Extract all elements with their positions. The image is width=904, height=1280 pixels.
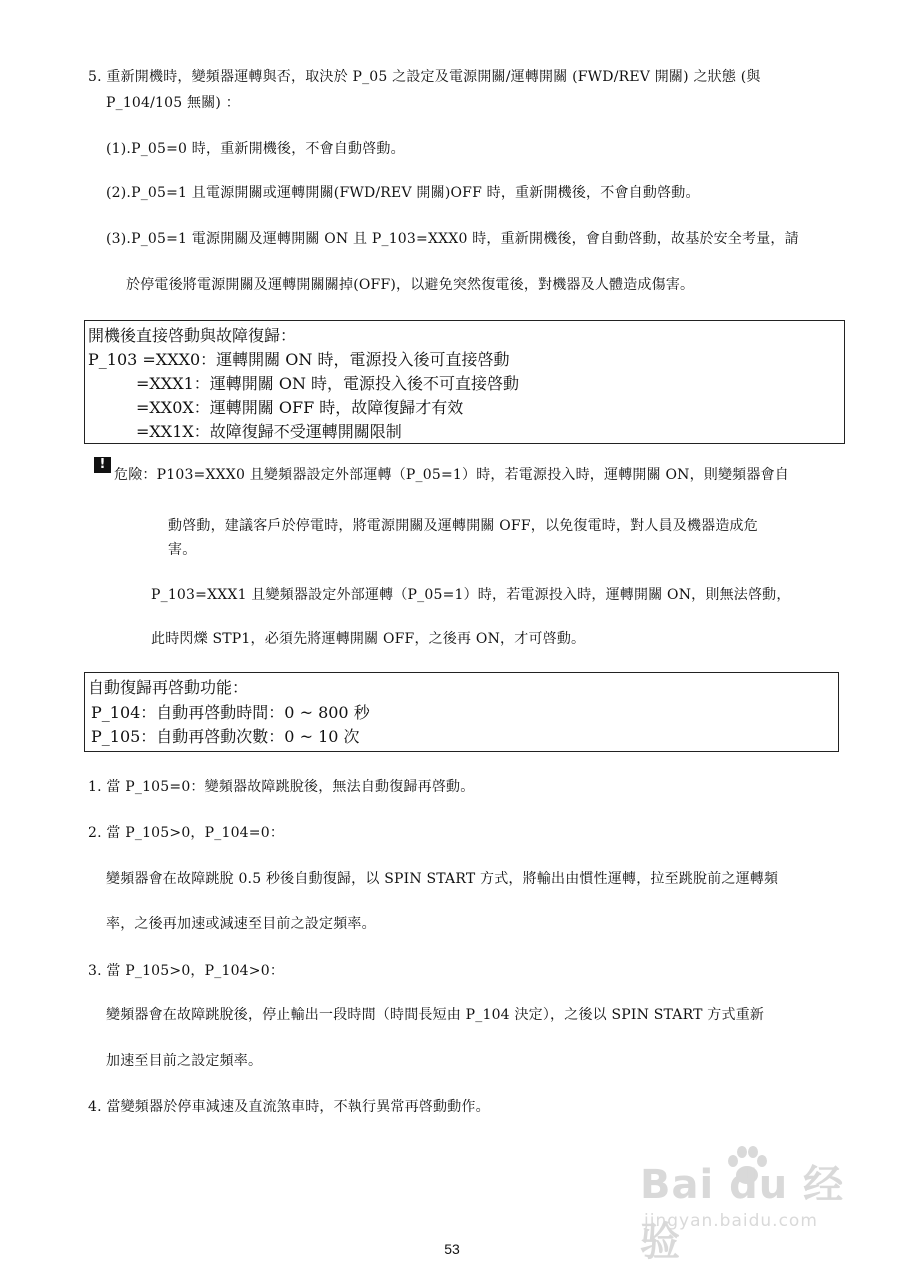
section5-item3-line2: 於停電後將電源開關及運轉開關關掉(OFF)，以避免突然復電後，對機器及人體造成傷害。: [126, 277, 695, 293]
section5-item3-line1: (3).P_05=1 電源開關及運轉開關 ON 且 P_103=XXX0 時，重新開機後，會自動啓動，故基於安全考量，請: [106, 231, 799, 247]
list-item-4: 4. 當變頻器於停車減速及直流煞車時，不執行異常再啓動動作。: [88, 1099, 490, 1115]
danger-line2: 動啓動，建議客戶於停電時，將電源開關及運轉開關 OFF，以免復電時，對人員及機器造成危: [168, 518, 758, 534]
list-item-3-head: 3. 當 P_105>0，P_104>0：: [88, 963, 285, 979]
box1-line: =XX0X：運轉開關 OFF 時，故障復歸才有效: [136, 398, 464, 417]
danger-line3: 害。: [168, 542, 197, 558]
box1-line: P_103 =XXX0：運轉開關 ON 時，電源投入後可直接啓動: [88, 350, 510, 369]
warning-icon: !: [94, 457, 111, 473]
section5-item1: (1).P_05=0 時，重新開機後，不會自動啓動。: [106, 141, 405, 157]
section5-item2: (2).P_05=1 且電源開關或運轉開關(FWD/REV 開關)OFF 時，重新開機後，不會自動啓動。: [106, 185, 700, 201]
box2-title: 自動復歸再啓動功能：: [88, 678, 249, 697]
watermark-brand: Bai du 经验: [640, 1162, 845, 1265]
danger-label: [114, 464, 789, 484]
list-item-2-head: 2. 當 P_105>0，P_104=0：: [88, 825, 285, 841]
danger-label-text: 危險: [114, 467, 143, 483]
danger-line5: 此時閃爍 STP1，必須先將運轉開關 OFF，之後再 ON，才可啓動。: [151, 631, 586, 647]
watermark-url: jingyan.baidu.com: [644, 1211, 818, 1231]
page-number: 53: [444, 1241, 460, 1257]
section5-line1: 5. 重新開機時，變頻器運轉與否，取決於 P_05 之設定及電源開關/運轉開關 (FWD/REV 開關) 之狀態 (與: [88, 69, 761, 85]
list-item-3-line2: 加速至目前之設定頻率。: [106, 1053, 263, 1069]
startup-reset-box: [84, 320, 845, 444]
list-item-2-line2: 率，之後再加速或減速至目前之設定頻率。: [106, 916, 376, 932]
danger-line1: ：P103=XXX0 且變頻器設定外部運轉（P_05=1）時，若電源投入時，運轉開關 ON，則變頻器會自: [142, 467, 789, 483]
auto-restart-box: [84, 672, 839, 752]
box1-title: 開機後直接啓動與故障復歸：: [88, 326, 297, 345]
box2-line: P_105：自動再啓動次數：0 ~ 10 次: [91, 727, 360, 746]
list-item-3-line1: 變頻器會在故障跳脫後，停止輸出一段時間（時間長短由 P_104 決定），之後以 SPIN START 方式重新: [106, 1007, 765, 1023]
baidu-watermark: [640, 1145, 860, 1265]
danger-line4: P_103=XXX1 且變頻器設定外部運轉（P_05=1）時，若電源投入時，運轉開關 ON，則無法啓動，: [151, 587, 791, 603]
box1-line: =XXX1：運轉開關 ON 時，電源投入後不可直接啓動: [136, 374, 520, 393]
box1-line: =XX1X：故障復歸不受運轉開關限制: [136, 422, 402, 441]
section5-line2: P_104/105 無關) ：: [106, 95, 240, 111]
box2-line: P_104：自動再啓動時間：0 ~ 800 秒: [91, 703, 370, 722]
list-item-2-line1: 變頻器會在故障跳脫 0.5 秒後自動復歸，以 SPIN START 方式，將輸出由慣性運轉，拉至跳脫前之運轉頻: [106, 871, 779, 887]
list-item-1: 1. 當 P_105=0：變頻器故障跳脫後，無法自動復歸再啓動。: [88, 779, 475, 795]
